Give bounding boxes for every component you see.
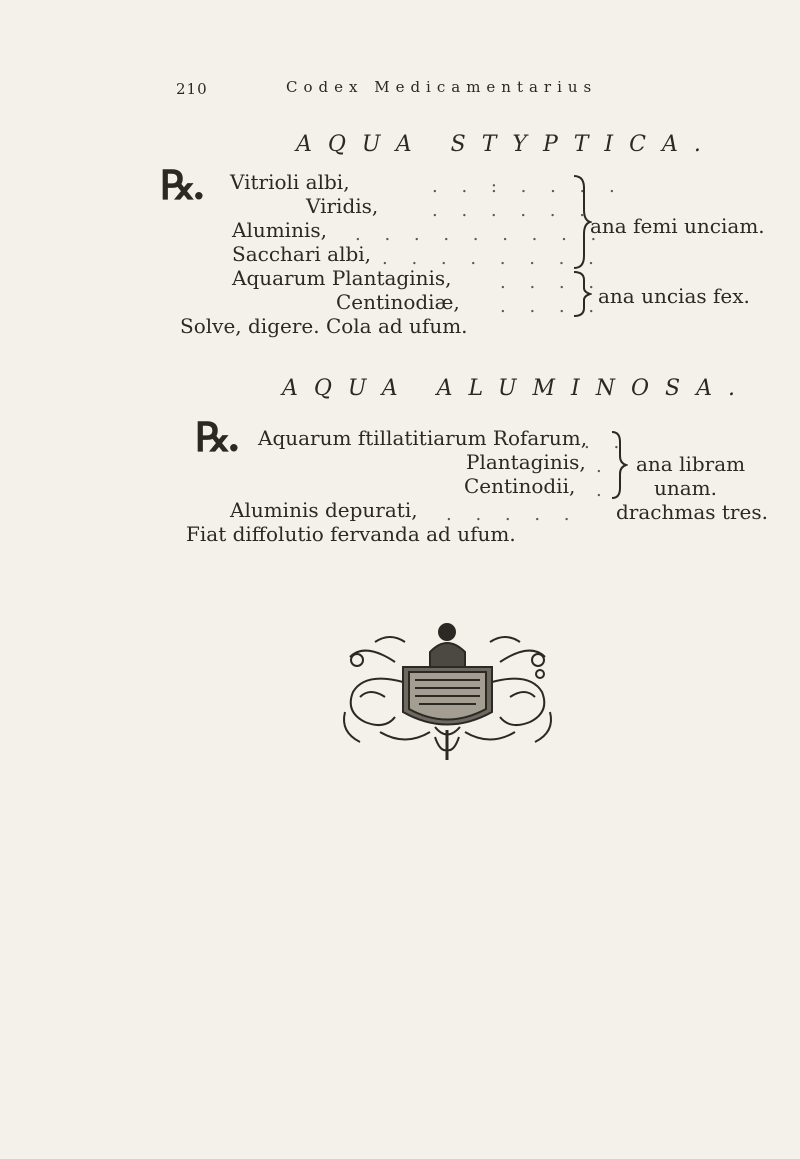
leader-dots: . . . . . . . . xyxy=(382,248,603,269)
ingredient-line: Aluminis depurati, xyxy=(230,498,418,522)
instructions: Solve, digere. Cola ad ufum. xyxy=(180,314,468,338)
ingredient-line: Viridis, xyxy=(306,194,379,218)
page-number: 210 xyxy=(176,80,208,98)
running-title: Codex Medicamentarius xyxy=(286,78,598,96)
leader-dots: . . . . xyxy=(500,272,604,293)
leader-dots: . . . . . . . . . xyxy=(355,224,606,245)
instructions: Fiat diffolutio fervanda ad ufum. xyxy=(186,522,516,546)
leader-dots: . xyxy=(596,480,611,501)
ingredient-line: Sacchari albi, xyxy=(232,242,372,266)
brace-icon xyxy=(608,430,628,500)
quantity-text: ana uncias fex. xyxy=(598,284,750,308)
leader-dots: . . . . . . xyxy=(432,200,594,221)
recipe-symbol: ℞. xyxy=(160,162,202,209)
leader-dots: . . : . . . . xyxy=(432,176,624,197)
brace-icon xyxy=(570,174,592,270)
ingredient-line: Centinodiæ, xyxy=(336,290,460,314)
leader-dots: . . xyxy=(584,432,629,453)
ingredient-line: Vitrioli albi, xyxy=(230,170,350,194)
leader-dots: . . . . . xyxy=(446,504,579,525)
section2-title: AQUA ALUMINOSA. xyxy=(282,376,751,401)
quantity-text: ana femi unciam. xyxy=(590,214,765,238)
ingredient-line: Aquarum Plantaginis, xyxy=(232,266,452,290)
ingredient-line: Aluminis, xyxy=(232,218,327,242)
quantity-text: drachmas tres. xyxy=(616,500,768,524)
tailpiece-ornament-icon xyxy=(335,612,560,762)
quantity-text: ana libram xyxy=(636,452,746,476)
ingredient-line: Plantaginis, xyxy=(466,450,586,474)
ingredient-line: Centinodii, xyxy=(464,474,576,498)
quantity-text: unam. xyxy=(654,476,718,500)
leader-dots: . . . . xyxy=(500,296,604,317)
leader-dots: . xyxy=(596,456,611,477)
brace-icon xyxy=(570,270,592,318)
section1-title: AQUA STYPTICA. xyxy=(296,132,717,157)
recipe-symbol: ℞. xyxy=(195,414,237,461)
ingredient-line: Aquarum ftillatitiarum Rofarum, xyxy=(258,426,588,450)
